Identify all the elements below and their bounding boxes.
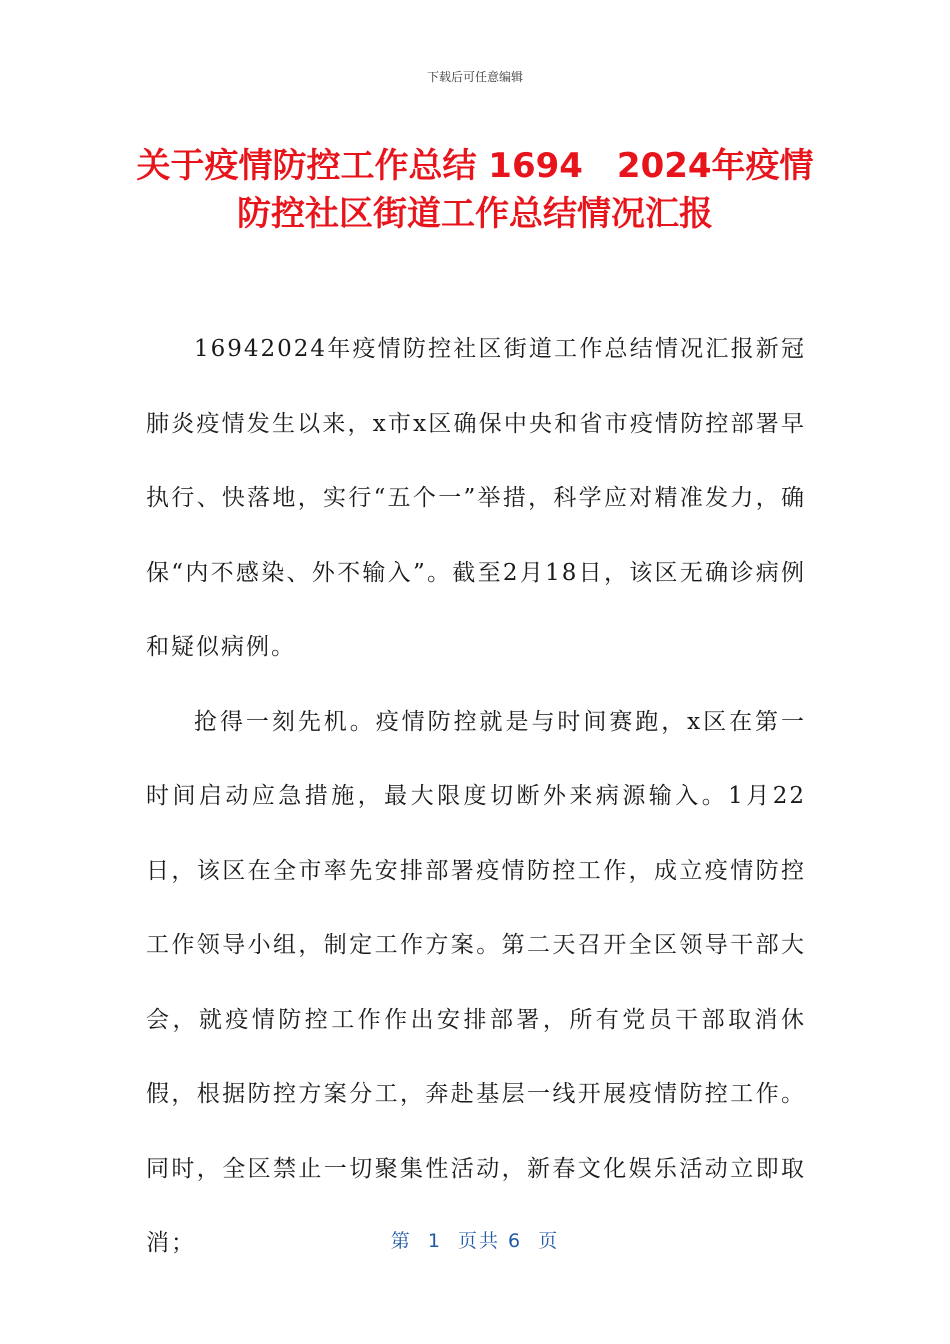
- header-note: 下载后可任意编辑: [426, 70, 523, 84]
- page-number-label: 第 1 页共 6 页: [390, 1230, 560, 1252]
- document-body: [146, 312, 806, 1281]
- page-footer: [0, 1226, 950, 1253]
- paragraph-2: 抢得一刻先机。疫情防控就是与时间赛跑，x区在第一时间启动应急措施，最大限度切断外来病源输入。1月22日，该区在全市率先安排部署疫情防控工作，成立疫情防控工作领导小组，制定工作方案。第二天召开全区领导干部大会，就疫情防控工作作出安排部署，所有党员干部取消休假，根据防控方案分工，奔赴基层一线开展疫情防控工作。同时，全区禁止一切聚集性活动，新春文化娱乐活动立即取消；: [146, 708, 806, 1256]
- title-line-2: 防控社区街道工作总结情况汇报: [237, 194, 713, 234]
- title-line-1: 关于疫情防控工作总结 1694 2024年疫情: [136, 146, 814, 186]
- document-title: [100, 142, 850, 238]
- paragraph-1: 16942024年疫情防控社区街道工作总结情况汇报新冠肺炎疫情发生以来，x市x区确保中央和省市疫情防控部署早执行、快落地，实行“五个一”举措，科学应对精准发力，确保“内不感染、外不输入”。截至2月18日，该区无确诊病例和疑似病例。: [146, 336, 806, 660]
